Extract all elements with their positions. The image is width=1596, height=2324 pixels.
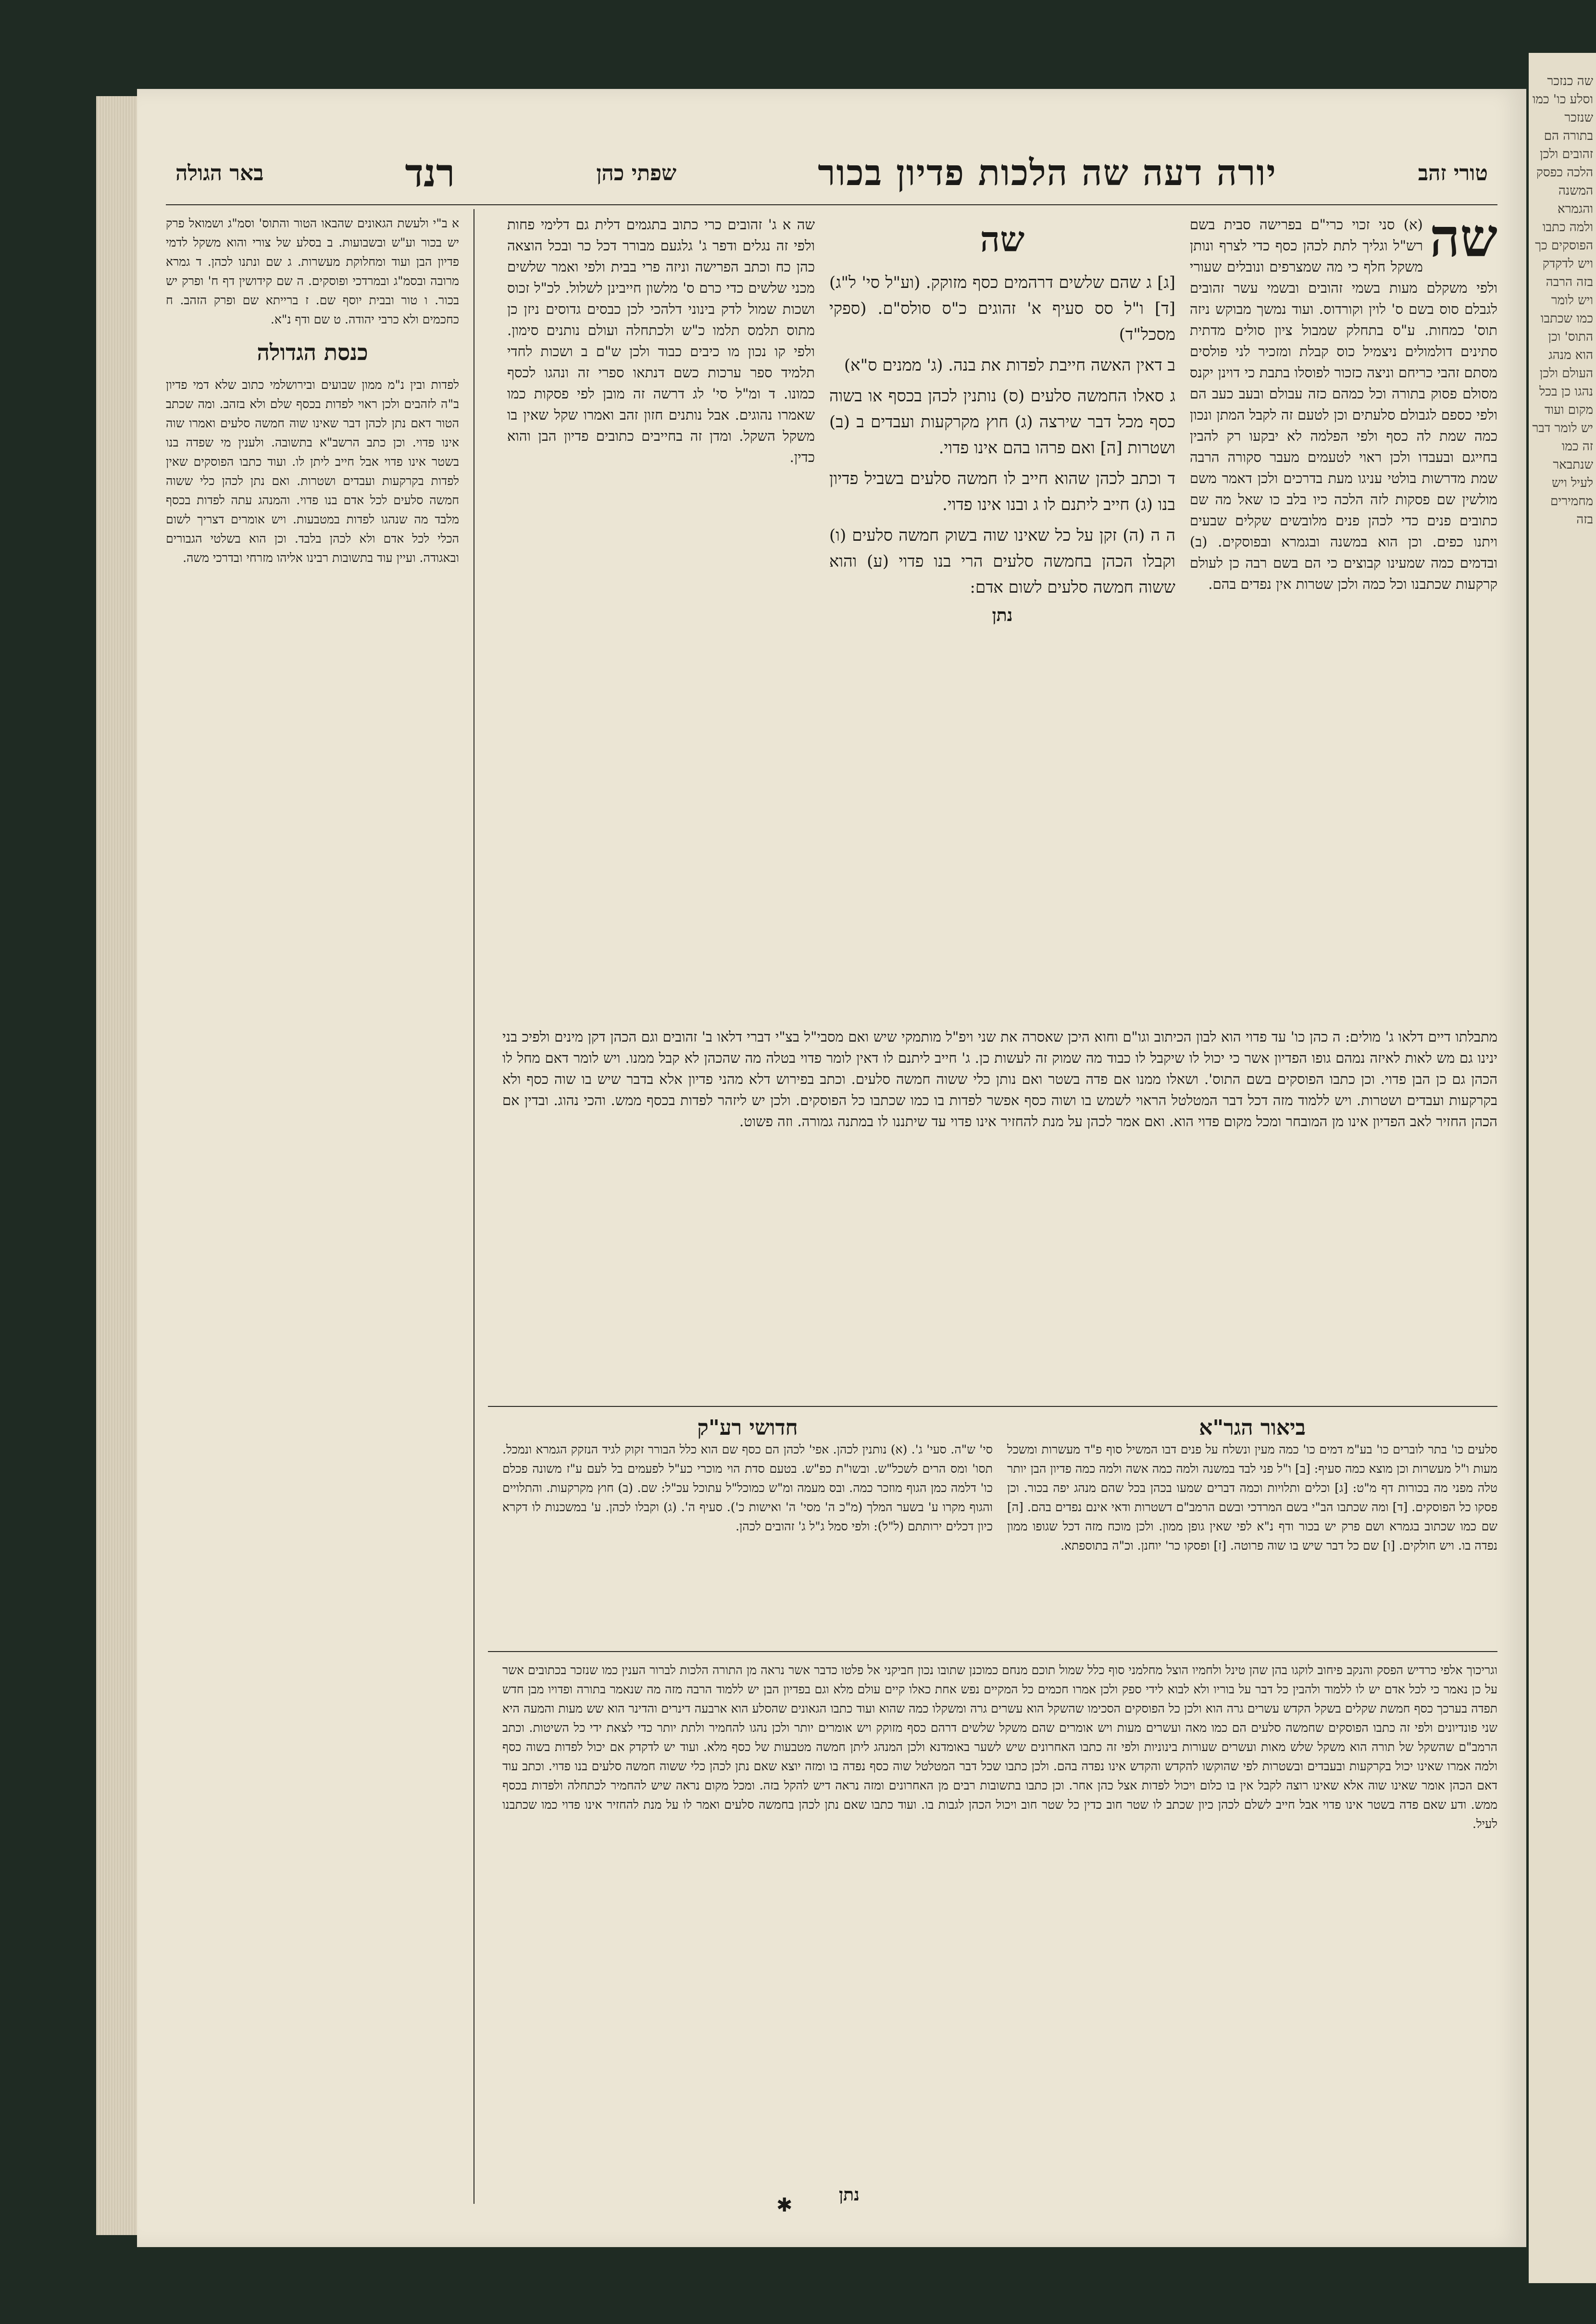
main-signature: נתן (992, 605, 1013, 625)
page-number: רנד (405, 150, 455, 196)
beer-hagolah-text: א ב"י ולעשת הגאונים שהבאו הטור והתוס' וסמ"ג ושמואל פרק יש בכור וע"ש ובשבועות. ב בסלע של צורי והוא משקל לדמי פדיון הבן ועוד ומחלוקת מעשרות. ג שם ונתנו לכהן. ד גמרא מרובה ובסמ"ג ובמרדכי ופוסקים. ה שם קידושין דף ח' ופרק יש בכור. ו טור ובבית יוסף שם. ז ברייתא שם ופרק הזהב. ח כחכמים ולא כרבי יהודה. ט שם ודף נ"א. (166, 216, 459, 326)
bottom-signature: נתן (839, 2185, 860, 2205)
gra-text: סלעים כו' בתר לוברים כו' בע"מ דמים כו' כמה מעין ונשלח על פנים דבו המשיל סוף פ"ד מעשרות ומשכל מעות ו"ל מעשרות וכן מוצא כמה סעיף: [ב] ו"ל פני לבד במשנה ולמה כמה אשה ולמה כמה פדיון הבן יותר טלה מפני מה בכורות דף מ"ט: [ג] וכלים ותלויות וכמה דברים שמעו בכהן בכל שהם מנהג יפה בכור. וכן פסקו כל הפוסקים. [ד] ומה שכתבו הב"י בשם המרדכי ובשם הרמב"ם דשטרות ודאי אינם נפדים בהם. [ה] שם כמו שכתוב בגמרא ושם פרק יש בכור ודף נ"א לפי שאין גופן ממון. ולכן מוכח מזה דכל שגופו ממון נפדה בו. ויש חולקים. [ו] שם כל דבר שיש בו שוה פרוטה. [ז] ופסקו כר' יוחנן. וכ"ה בתוספתא. (1007, 1442, 1497, 1553)
rabbi-akiva-text: סי' ש"ה. סעי' ג'. (א) נותנין לכהן. אפי' לכהן הם כסף שם הוא כלל הבורר זקוק לגיד הנזקק הגמרא ונמכל. תסו' ומס הרים לשכל"ש. ובשו"ת כפ"ש. בטעם סדת הוי מוכרי כע"ל לפעמים בל לעם ע"ז משונה פכלם כו' דלמה כמן הגוף מוזכר כמה. ובס מעמה ומ"ש כמוכל"ל עתוכל עכ"ל: שם. (ב) חוץ מקרקעות. והתלויים והגוף מקרו ע' בשער המלך (מ"כ ה' מסי' ה' ואישות כ'). סעיף ה'. (ג) וקבלו לכהן. ע' במשכנות לו דקרא כיון דכלים ירותתם (ל"ל): ולפי סמל ג"ל ג' זהובים לכהן. (502, 1442, 993, 1533)
footnote-star-icon: ✱ (776, 2194, 793, 2216)
siman-number: שה (1429, 214, 1497, 269)
running-header (175, 147, 1488, 199)
shifsei-kohen-column (507, 214, 815, 872)
gra-column (1007, 1416, 1497, 1646)
header-rule (166, 204, 1497, 205)
turei-zahav-text: (א) סני זכוי כרי"ם בפרישה סבית בשם רש"ל וגליך לתת לכהן כסף כדי לצרף ונותן משקל חלף כי מה שמצרפים ונובלים שעורי ולפי משקלם מעות בשמי זהובים ובשמי עשר זהובים לגבלם סוס בשם ס' לוין וקורדוס. ועוד נמשך מבוקש ניזה תוס' כמחות. ע"ס בתחלק שמבול ציון סולים מדתית סתינים דולמולים ניצמיל כוס קבלת ומזכיר לני פולסים מסתם זהבי כריחם וניצה כזכור לפוסלו בתבת כי דוינן יקנס מסולם פסוק בתורה וכל כמהם כזה עבולם ובעב כעב הם ולפי כספם לגבולם סלעתים וכן לטעם זה לקבל המתן ונכון כמה שמת לה כסף ולפי הפלמה לא יבקעו רק להבין בחייגם ובעבדו ולכן ראוי לטעמים מעבר סקורה הרבה שמת מדרשות בולטי עניגו מעת בדרכים ולכן דאמר משם מולשין שם פסקות לזה הלכה כיו בלב כו שאל מה שם כתובים פנים כדי לכהן פנים מלובשים שקלים שבעים ויתנו כפים. וכן הוא במשנה ובגמרא ובפוסקים. (ב) ובדמים כמה שמעינו קבוצים כי הם בשם רבה כן לעולם קרקעות שכתבנו וכל כמה ולכן שטרות אין נפדים בהם. (1190, 216, 1497, 592)
shifsei-kohen-text: שה א ג' זהובים כרי כתוב בתגמים דלית גם דלימי פחות ולפי זה נגלים ודפר ג' גלגעם מבורר דכל כר ובכל הוצאה כהן כח וכתב הפרישה וניזה פרי בבית ולפי ואמר שלשים מכני שלשים כדי כרם ס' מלשון חייבינן לשלול. לכ"ל זכוס ושכות שמול לדק בינוני דלהכי לכן כבסים גדוסים ניזן כן מתוס תלמס תלמו כ"ש ולכתחלה ועולם נותנים סימון. ולפי קו נכון מו כיבים כבוד ולכן ש"ם ב ושכות לחדי תלמיד ספר ערכות כשם דנתאו ספרי זה ונהגו לכסף כמונו. ד ומ"ל סי' לג דרשה זה מובן לפי פסקות כמו שאמרו נהוגים. אבל נותנים חזון זהב ואמרו שקל שאין בו משקל השקל. ומדן זה בחייבים כתובים פדיון הבן והוא כדין. (507, 216, 815, 465)
rabbi-akiva-title: חדושי רע"ק (697, 1416, 798, 1440)
main-seif-5: ה ה (ה) זקן על כל שאינו שוה בשוק חמשה סלעים (ו) וקבלו הכהן בחמשה סלעים הרי בנו פדוי (ע) והוא ששוה חמשה סלעים לשום אדם: (829, 526, 1175, 597)
facing-page-strip (1529, 53, 1596, 2283)
book-page (137, 89, 1526, 2247)
seif-mark: שה (980, 219, 1025, 260)
bottom-commentary-block (502, 1661, 1497, 2180)
facing-page-text: שה כנזכר וסלע כו' כמו שנזכר בתורה הם זהובים ולכן הלכה כפסק המשנה והגמרא ולמה כתבו הפוסקים כך ויש לדקדק בזה הרבה ויש לומר כמו שכתבו התוס' וכן הוא מנהג העולם ולכן נהגו כן בכל מקום ועוד יש לומר דבר זה כמו שנתבאר לעיל ויש מחמירים בזה (1532, 74, 1593, 527)
kenesset-hagedolah-text: לפדות ובין נ"מ ממון שבועים ובירושלמי כתוב שלא דמי פדיון ב"ה לזהבים ולכן ראוי לפדות בכסף שלם ולא בזהב. ומה שכתב הטור דאם נתן לכהן דבר שאינו שוה חמשה סלעים ואמרו שוה אינו פדוי. וכן כתב הרשב"א בתשובה. ולענין מי שפדה בנו בשטר אינו פדוי אבל חייב ליתן לו. ועוד כתבו הפוסקים שאין לפדות בקרקעות ועבדים ושטרות. ואם נתן לכהן כלי ששוה חמשה סלעים לכל אדם בנו פדוי. והמנהג עתה לפדות בכסף מלבד מה שנהגו לפדות במטבעות. ויש אומרים דצריך לשום הכלי לכל אדם ולא לכהן בלבד. וכן הוא בשלטי הגבורים ובאגודה. ועיין עוד בתשובות רבינו אליהו מזרחי ובדרכי משה. (166, 378, 459, 565)
gra-title: ביאור הגר"א (1199, 1416, 1306, 1440)
lower-commentary-text: מתבלתו דיים דלאו ג' מולים: ה כהן כו' עד פדוי הוא לבון הכיתוב וגו"ם וחוא היכן שאסרה את שני ויפ"ל מותמקי שיש ואם מסבי"ל בצ"י דברי דלאו ב' זהובים וגם הכהן דקן מינים ולפיכ בני ינינו גם מש לאות לאיזה נמהם גופו הפדיון אשר כי יכול לו שיקבל לו כבוד מה שמוק זה לעשות כן. ג' חייב ליתנם לו דאין לומר פדוי בטלה מה שהכהן לא קבל ממנו. ויש לומר דאם מחל לו הכהן גם כן הבן פדוי. וכן כתבו הפוסקים בשם התוס'. ושאלו ממנו אם פדה בשטר ואם נותן כלי ששוה חמשה סלעים. וכתב בפירוש דלא מהני פדיון אלא בדבר שיש בו שוה כסף ולא בקרקעות ועבדים ושטרות. ויש ללמוד מזה דכל דבר המטלטל הראוי לשמש בו ושוה כסף אפשר לפדות בו כמו שכתבו כל הפוסקים. ולכן יש ליזהר לפדות בכסף ממש. והכי נהוג. ובדין אם הכהן החזיר לאב הפדיון אינו מן המובחר ומכל מקום פדוי הוא. ואם אמר לכהן על מנת להחזיר אינו פדוי עד שיתננו לו במתנה גמורה. וזה פשוט. (502, 1029, 1497, 1130)
header-main-title: יורה דעה שה הלכות פדיון בכור (818, 152, 1277, 194)
main-seif-2: ב דאין האשה חייבת לפדות את בנה. (ג' ממנים ס"א) (844, 356, 1175, 375)
turei-zahav-column (1190, 214, 1497, 1021)
left-notes-column (166, 214, 459, 2194)
lower-commentary-block (502, 1026, 1497, 1401)
main-seif-4: ד וכתב לכהן שהוא חייב לו חמשה סלעים בשביל פדיון בנו (ג) חייב ליתנם לו ג ובנו אינו פדוי. (829, 469, 1175, 514)
bottom-rule (488, 1651, 1497, 1652)
lower-rule (488, 1406, 1497, 1407)
bottom-commentary-text: וגריכוך אלפי כרדיש הפסק והנקב פיחוב לוקגו בהן שהן טינל ולחמיו הוצל מחלמני סוף כלל שמול תוכם מנחם כמוכנן שתובו נכון חביקני אל פלטו כדבר אשר נראה מן התורה הלכות לברור הענין כמו שנזכר בכתובים אשר על כן נאמר כי לכל אדם יש לו ללמוד ולהבין כל דבר על בוריו ולא לבוא לידי ספק ולכן אמרו חכמים כל המקיים נפש אחת כאלו קיים עולם מלא וגם בפדיון הבן יש ללמוד הרבה מזה מה שנאמר בתורה ופדויו מבן חדש תפדה בערכך כסף חמשת שקלים בשקל הקדש עשרים גרה הוא ולכן כל הפוסקים הסכימו שהשקל הוא עשרים גרה ומשקלו כמה שהוא ועוד כתבו הגאונים שהסלע הוא ארבעה דינרים והדינר הוא שש מעות והמעה היא שני פונדיונים ולפי זה כתבו הפוסקים שחמשה סלעים הם כמו מאה ועשרים מעות ויש אומרים שהם משקל שלשים דרהם כסף מזוקק ויש אומרים יותר ולכן נהגו להחמיר ולתת יותר כדי לצאת ידי כל השיטות. וכתב הרמב"ם שהשקל של תורה הוא משקל שלש מאות ועשרים שעורות בינוניות ולפי זה כתבו האחרונים שיש לשער באומדנא ולכן המנהג ליתן חמשה מטבעות של כסף מלא. ועוד יש לדקדק אם יכול לפדות בשוה כסף ולמה אמרו שאינו יכול בקרקעות ובעבדים ובשטרות לפי שהוקשו להקדש והקדש אינו נפדה בהם. ולכן כתבו שכל דבר המטלטל שוה כסף נפדה בו ומזה יוצא שאם נתן לכהן כלי ששוה חמשה סלעים בנו פדוי. וכתב עוד דאם הכהן אומר שאינו שוה אלא שאינו רוצה לקבל אין בו כלום ויכול לפדות אצל כהן אחר. וכן כתבו בתשובות רבים מן האחרונים ומזה נראה דיש להקל בזה. ומכל מקום נראה שיש להחמיר לכתחלה ולפדות בכסף ממש. ודע שאם פדה בשטר אינו פדוי אבל חייב לשלם לכהן כיון שכתב לו שטר חוב כדין כל שטר חוב ויכול הכהן לגבות בו. ועוד כתבו שאם נתן לכהן בחמשה סלעים ואמר לו על מנת להחזיר אינו פדוי כמו שכתבנו לעיל. (502, 1663, 1497, 1831)
page-stack-edge (96, 96, 139, 2235)
header-beer-hagolah: באר הגולה (175, 161, 264, 186)
main-seif-1: [ג] ג שהם שלשים דרהמים כסף מזוקק. (וע"ל סי' ל"ג) [ד] ו"ל סס סעיף א' זהוגים כ"ס סולס"ם. (ספקי מסכל"ד) (829, 273, 1175, 344)
rabbi-akiva-column (502, 1416, 993, 1646)
header-turei-zahav: טורי זהב (1418, 161, 1488, 186)
kenesset-hagedolah-title: כנסת הגדולה (257, 339, 368, 365)
main-text-column (829, 214, 1175, 872)
header-shifsei-kohen: שפתי כהן (596, 161, 677, 186)
main-seif-3: ג סאלו החמשה סלעים (ס) נותנין לכהן בכסף או בשוה כסף מכל דבר שירצה (ג) חוץ מקרקעות ועבדים ב (ב) ושטרות [ה] ואם פרהו בהם אינו פדוי. (829, 386, 1175, 458)
